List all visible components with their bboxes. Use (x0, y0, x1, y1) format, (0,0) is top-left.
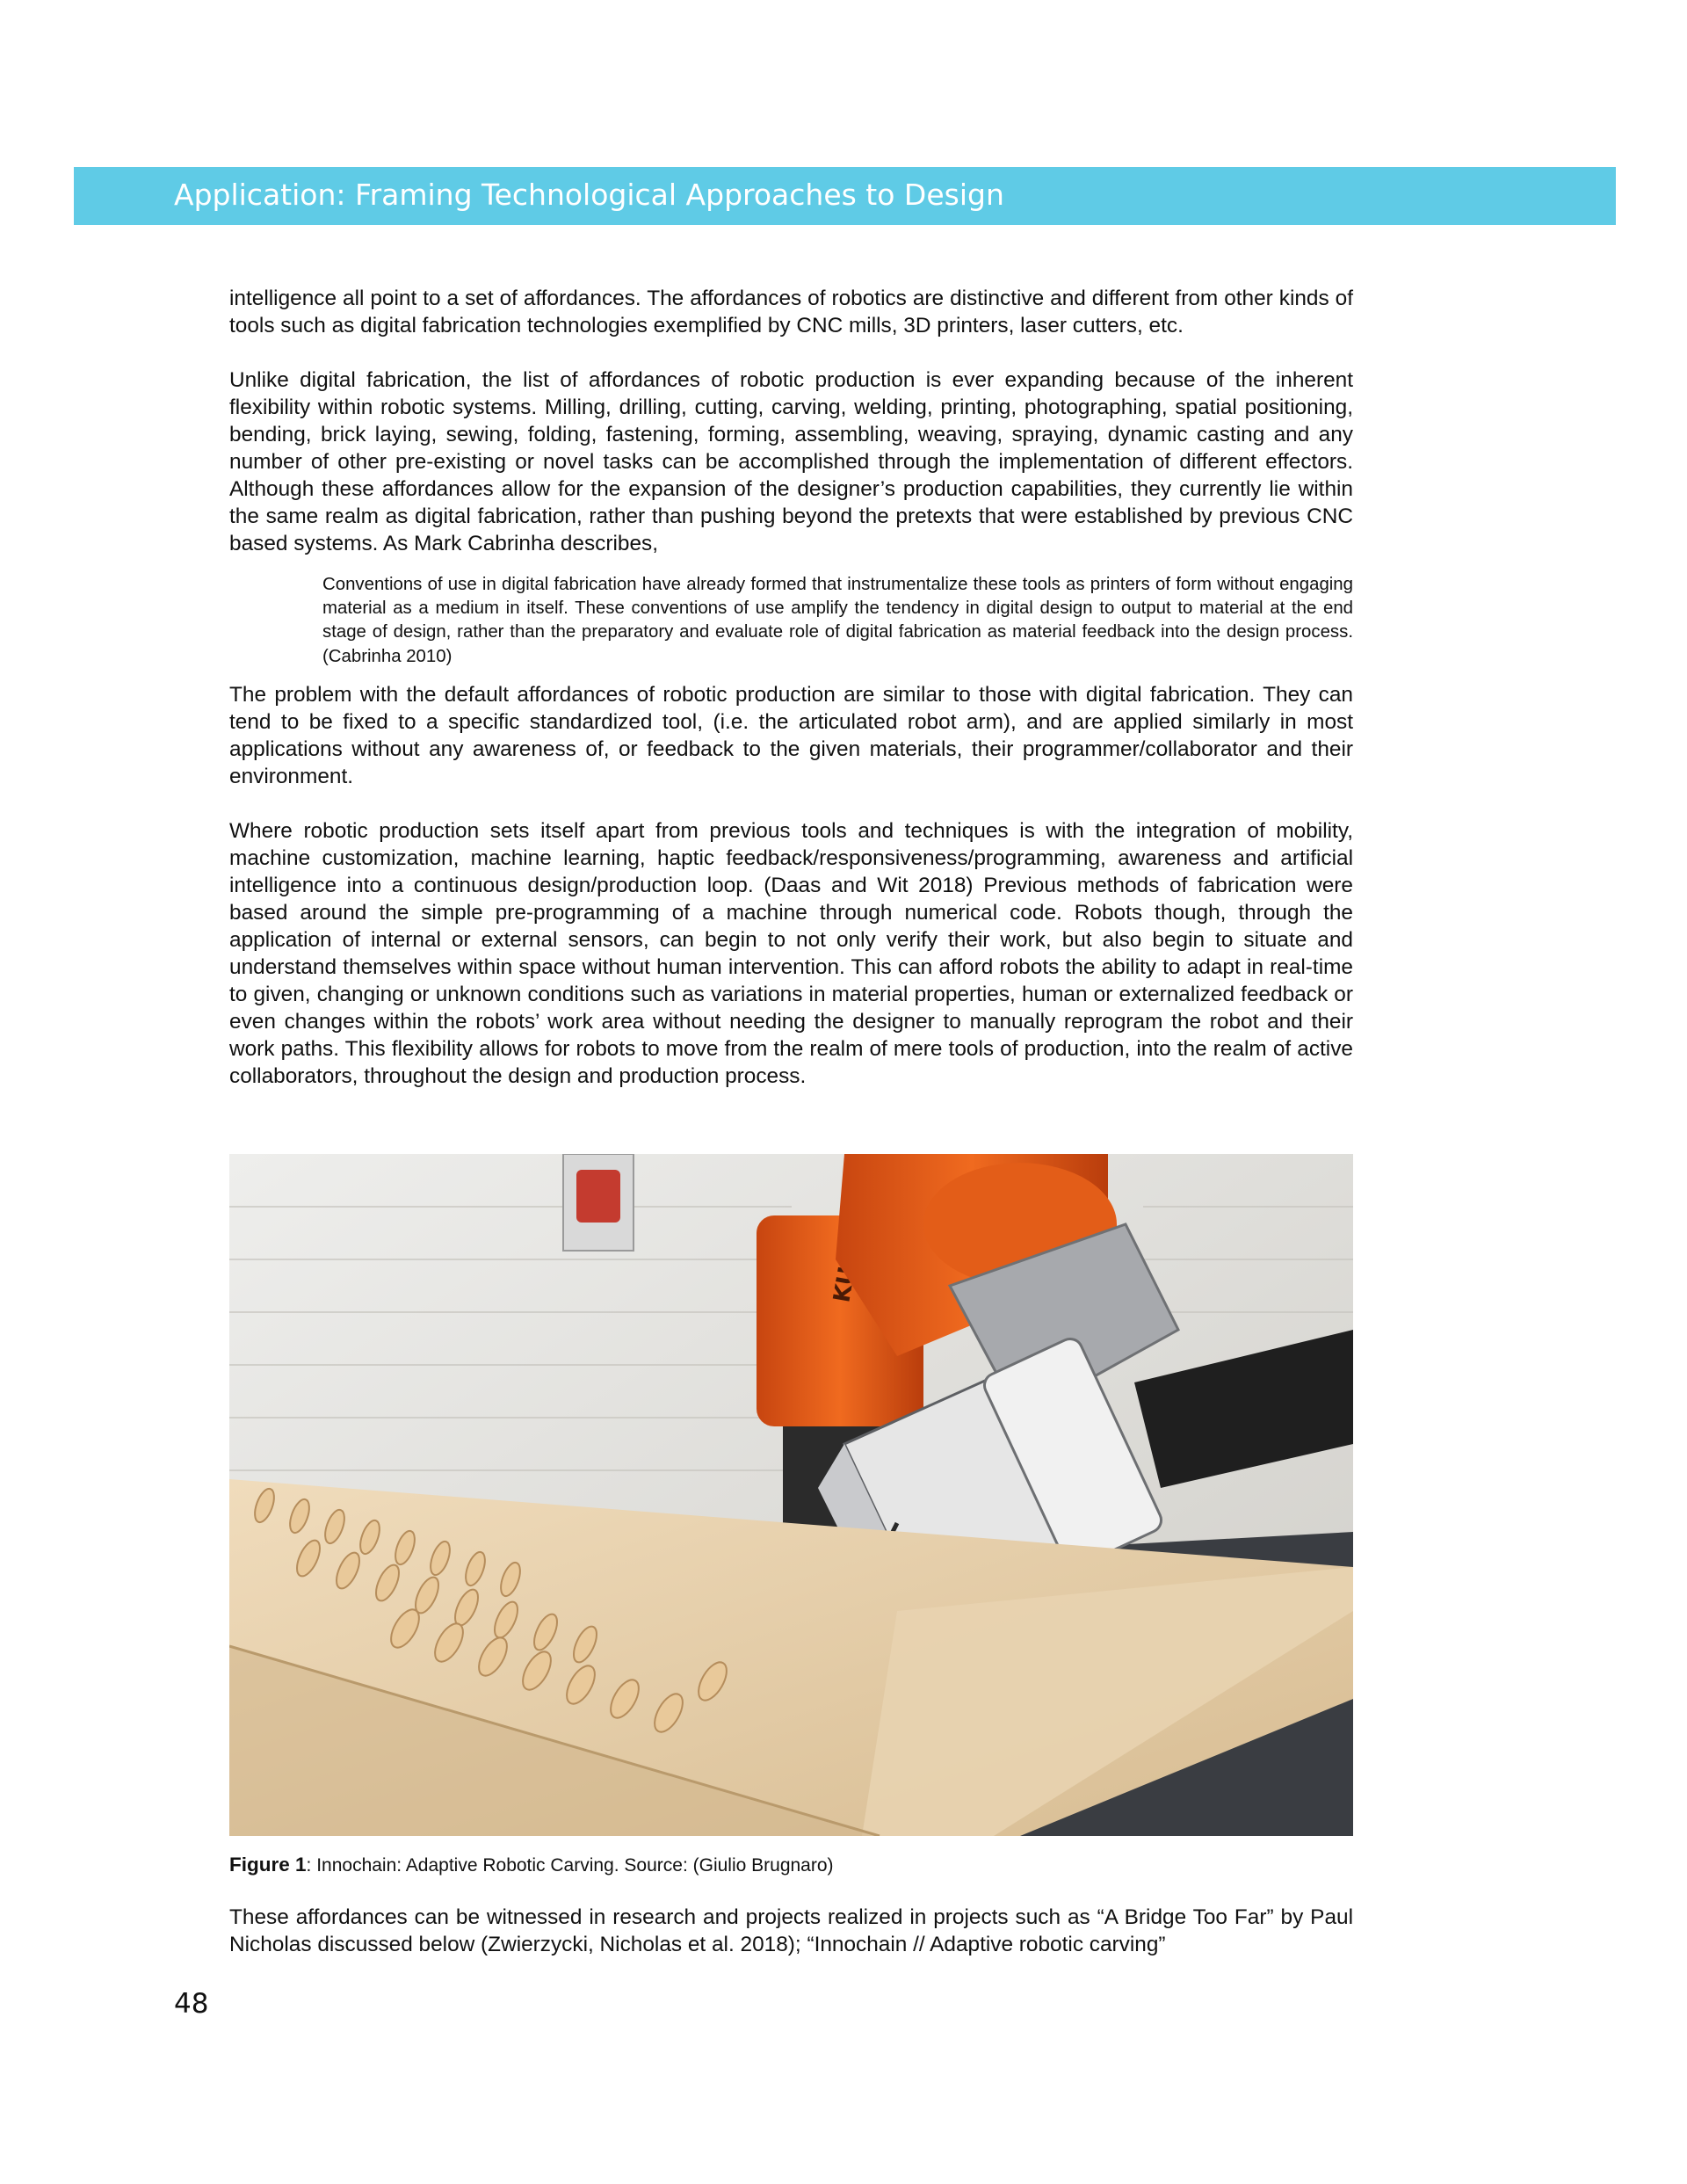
body-paragraph: Unlike digital fabrication, the list of affordances of robotic production is ever expanding because of the inherent flexibility within robotic systems. Milling, drilling, cutting, carving, welding, printing, photographing, spatial positioning, bending, brick laying, sewing, folding, fastening, forming, assembling, weaving, spraying, dynamic casting and any number of other pre-existing or novel tasks can be accomplished through the implementation of different effectors. Although these affordances allow for the expansion of the designer’s production capabilities, they currently lie within the same realm as digital fabrication, rather than pushing beyond the pretexts that were established by previous CNC based systems. As Mark Cabrinha describes, (229, 368, 1353, 555)
paragraph-gap (229, 790, 1353, 817)
figure-caption-text: : Innochain: Adaptive Robotic Carving. Source: (Giulio Brugnaro) (306, 1855, 834, 1876)
body-paragraph: intelligence all point to a set of affordances. The affordances of robotics are distinctive and different from other kinds of tools such as digital fabrication technologies exemplified by CNC mills, 3D printers, laser cutters, etc. (229, 287, 1353, 337)
body-paragraph: These affordances can be witnessed in research and projects realized in projects such as “A Bridge Too Far” by Paul Nicholas discussed below (Zwierzycki, Nicholas et al. 2018); “Innochain // Adaptive robotic carving” (229, 1905, 1353, 1956)
figure-photo-robotic-carving (229, 1154, 1353, 1836)
block-quote: Conventions of use in digital fabrication have already formed that instrumentalize these tools as printers of form without engaging material as a medium in itself. These conventions of use amplify the tendency in digital design to output to material at the end stage of design, rather than the preparatory and evaluate role of digital fabrication as material feedback into the design process. (Cabrinha 2010) (322, 575, 1353, 666)
paragraph-gap (229, 557, 1353, 573)
paragraph-gap (229, 339, 1353, 366)
figure-caption-label: Figure 1 (229, 1854, 307, 1876)
robot-carving-illustration (229, 1154, 1353, 1836)
paragraph-gap (229, 669, 1353, 681)
body-text-bottom (229, 1904, 1353, 1958)
figure-caption (229, 1853, 834, 1878)
body-paragraph: The problem with the default affordances of robotic production are similar to those with digital fabrication. They can tend to be fixed to a specific standardized tool, (i.e. the articulated robot arm), and are applied similarly in most applications without any awareness of, or feedback to the given materials, their programmer/collaborator and their environment. (229, 682, 1353, 788)
running-header-title: Application: Framing Technological Approaches to Design (174, 178, 1004, 212)
body-paragraph: Where robotic production sets itself apart from previous tools and techniques is with the integration of mobility, machine customization, machine learning, haptic feedback/responsiveness/programming, awareness and artificial intelligence into a continuous design/production loop. (Daas and Wit 2018) Previous methods of fabrication were based around the simple pre-programming of a machine through numerical code. Robots though, through the application of internal or external sensors, can begin to not only verify their work, but also begin to situate and understand themselves within space without human intervention. This can afford robots the ability to adapt in real-time to given, changing or unknown conditions such as variations in material properties, human or externalized feedback or even changes within the robots’ work area without needing the designer to manually reprogram the robot and their work paths. This flexibility allows for robots to move from the realm of mere tools of production, into the realm of active collaborators, throughout the design and production process. (229, 818, 1353, 1088)
header-band (74, 167, 1616, 225)
body-text-top (229, 285, 1353, 1090)
page-number: 48 (174, 1988, 209, 2020)
